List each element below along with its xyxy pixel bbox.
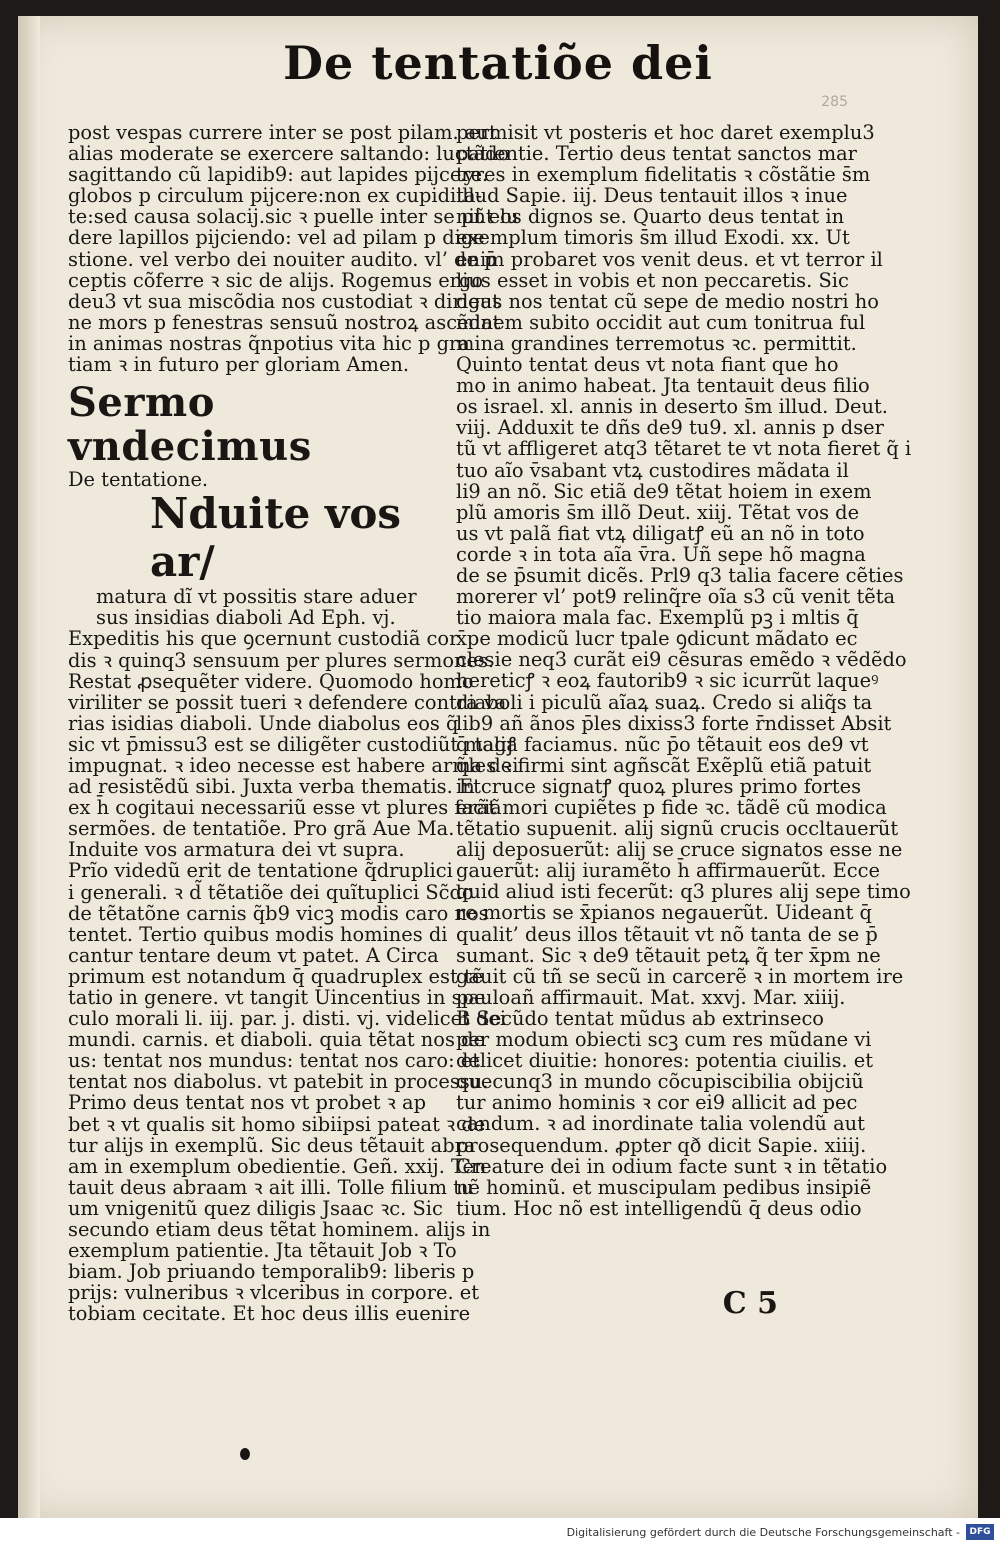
- text-line: ad resistẽdũ sibi. Juxta verba thematis. Et: [68, 775, 481, 799]
- text-line: sermões. de tentatiõe. Pro grã Aue Ma.: [68, 817, 455, 841]
- text-line: de se p̄sumit dicẽs. Prl9 q3 talia facere cẽties: [456, 563, 904, 587]
- text-line: ex h̄ cogitaui necessariũ esse vt plures faciã: [68, 796, 502, 820]
- text-line: tentat nos diabolus. vt patebit in processu.: [68, 1070, 489, 1094]
- text-line: um vnigenitũ quez diligis Jsaac ꝛc. Sic: [68, 1196, 443, 1220]
- running-title: De tentatiõe dei: [283, 36, 713, 90]
- text-line: deu3 vt sua miscõdia nos custodiat ꝛ dirigat: [68, 289, 500, 313]
- text-line: viriliter se possit tueri ꝛ defendere contra va: [68, 690, 507, 714]
- text-line: Primo deus tentat nos vt probet ꝛ ap: [68, 1091, 427, 1115]
- text-line: sic vt p̄missu3 est se diligẽter custodiũt magꝭ: [68, 732, 516, 756]
- text-line: quid aliud isti fecerũt: q3 plures alij sepe timo: [456, 880, 911, 904]
- text-line: us: tentat nos mundus: tentat nos caro: et: [68, 1049, 481, 1073]
- right-text-column: [456, 121, 912, 1220]
- text-line: qualit’ deus illos tẽtauit vt nõ tanta de se p̄: [456, 922, 878, 946]
- text-line: sus insidias diaboli Ad Eph. vj.: [96, 606, 396, 630]
- text-line: B Secũdo tentat mũdus ab extrinseco: [456, 1006, 824, 1030]
- text-line: permisit vt posteris et hoc daret exemplu3: [456, 121, 875, 144]
- text-line: tentet. Tertio quibus modis homines di: [68, 922, 448, 946]
- text-line: alias moderate se exercere saltando: luctãdo: [68, 142, 510, 166]
- text-line: hereticꝭ ꝛ eoꝝ fautorib9 ꝛ sic icurrũt laqueꝰ: [456, 669, 879, 693]
- text-line: sumant. Sic ꝛ de9 tẽtauit petꝝ q̃ ter x̄pm ne: [456, 943, 881, 967]
- left-text-column: [68, 121, 519, 1326]
- sermon-heading: Sermo vndecimus: [68, 379, 312, 471]
- text-line: stione. vel verbo dei nouiter audito. vl’ de p̄: [68, 247, 497, 271]
- text-line: tũ vt affligeret atq3 tẽtaret te vt nota fieret q̃ i: [456, 437, 912, 461]
- text-line: biam. Job priuando temporalib9: liberis p: [68, 1260, 475, 1284]
- text-line: prosequendum. ꝓpter qð dicit Sapie. xiiij.: [456, 1133, 867, 1157]
- text-line: illud Sapie. iij. Deus tentauit illos ꝛ inue: [456, 184, 848, 208]
- dfg-logo: DFG: [966, 1524, 994, 1540]
- folio-number: 285: [821, 94, 848, 110]
- text-line: q̄ talia faciamus. nũc p̄o tẽtauit eos de9 vt: [456, 732, 869, 756]
- text-line: minem subito occidit aut cum tonitrua ful: [456, 310, 866, 334]
- text-line: morerer vl’ pot9 relinq̃re oĩa s3 cũ venit tẽta: [456, 585, 896, 609]
- text-line: i generali. ꝛ d̃ tẽtatiõe dei quĩtuplici Sc̃do: [68, 880, 474, 904]
- text-line: te:sed causa solacij.sic ꝛ puelle inter se pñt lu: [68, 205, 519, 229]
- funding-credit: Digitalisierung gefördert durch die Deutsche Forschungsgemeinschaft -: [566, 1526, 960, 1539]
- text-line: erãt mori cupiẽtes p fide ꝛc. tãdẽ cũ modica: [456, 796, 887, 819]
- text-line: tẽtatio supuenit. alij signũ crucis occltauerũt: [456, 817, 899, 841]
- text-line: impugnat. ꝛ ideo necesse est habere arma dei: [68, 753, 519, 777]
- text-line: matura dĩ vt possitis stare aduer: [96, 585, 417, 609]
- text-line: enim probaret vos venit deus. et vt terror il: [456, 247, 883, 271]
- text-line: pauloañ affirmauit. Mat. xxvj. Mar. xiiij.: [456, 985, 846, 1009]
- text-line: rias isidias diaboli. Unde diabolus eos q̃: [68, 711, 459, 735]
- text-line: ceptis cõferre ꝛ sic de alijs. Rogemus ergo: [68, 268, 484, 292]
- theme-verse: [68, 586, 446, 628]
- text-line: culo morali li. iij. par. j. disti. vj. videlicet dei: [68, 1007, 507, 1031]
- text-line: quecunq3 in mundo cõcupiscibilia obijciũ: [456, 1070, 864, 1094]
- text-line: Quinto tentat deus vt nota fiant que ho: [456, 353, 839, 377]
- text-line: dis ꝛ quinq3 sensuum per plures sermones.: [68, 648, 495, 672]
- text-line: tyres in exemplum fidelitatis ꝛ cõstãtie s̄m: [456, 163, 871, 187]
- left-paragraph-body: [68, 627, 519, 1326]
- text-line: li9 an nõ. Sic etiã de9 tẽtat hoiem in exem: [456, 479, 872, 503]
- text-line: os israel. xl. annis in deserto s̄m illud. Deut.: [456, 395, 888, 419]
- text-line: tatio in genere. vt tangit Uincentius in spe: [68, 986, 486, 1009]
- text-line: secundo etiam deus tẽtat hominem. alijs in: [68, 1218, 491, 1242]
- text-line: mundi. carnis. et diaboli. quia tẽtat nos de: [68, 1028, 485, 1052]
- text-line: primum est notandum q̄ quadruplex est tẽ: [68, 964, 484, 988]
- text-line: tobiam cecitate. Et hoc deus illis euenire: [68, 1302, 471, 1326]
- text-line: patientie. Tertio deus tentat sanctos mar: [456, 142, 857, 166]
- text-line: viij. Adduxit te dñs de9 tu9. xl. annis p dser: [456, 416, 884, 440]
- text-line: tauit deus abraam ꝛ ait illi. Tolle filium tu: [68, 1175, 474, 1199]
- text-line: cantur tentare deum vt patet. A Circa: [68, 943, 439, 967]
- text-line: diaboli i piculũ aĩaꝝ suaꝝ. Credo si aliq̃s ta: [456, 690, 873, 714]
- text-line: bet ꝛ vt qualis sit homo sibiipsi pateat ꝛ de: [68, 1112, 486, 1136]
- text-line: dere lapillos pijciendo: vel ad pilam p dige: [68, 226, 485, 250]
- sermon-subheading: De tentatione.: [68, 468, 209, 492]
- text-line: mo in animo habeat. Jta tentauit deus filio: [456, 374, 870, 398]
- text-line: globos p circulum pijcere:non ex cupidita‑: [68, 184, 483, 208]
- ink-dot: [240, 1448, 250, 1460]
- text-line: tio maiora mala fac. Exemplũ pꝫ i mltis q̄: [456, 606, 859, 630]
- text-line: de tẽtatõne carnis q̃b9 vicꝫ modis caro nos: [68, 901, 489, 925]
- text-line: tiam ꝛ in futuro per gloriam Amen.: [68, 353, 410, 377]
- text-line: Prĩo videdũ erit de tentatione q̃druplici: [68, 859, 453, 883]
- text-line: x̄pe modicũ lucr tpale ꝯdicunt mãdato ec: [456, 627, 858, 651]
- text-line: re mortis se x̄pianos negauerũt. Uideant q̄: [456, 901, 872, 925]
- text-line: candum. ꝛ ad inordinate talia volendũ aut: [456, 1112, 865, 1136]
- drop-initial-line: Nduite vos ar/: [150, 489, 402, 587]
- text-line: ne mors p fenestras sensuũ nostroꝝ ascẽdat: [68, 310, 501, 334]
- text-line: in animas nostras q̃npotius vita hic p gra: [68, 331, 470, 355]
- book-page: [18, 16, 978, 1518]
- signature-mark: C 5: [722, 1286, 778, 1321]
- text-line: clesie neq3 curãt ei9 cẽsuras emẽdo ꝛ vẽdẽdo: [456, 648, 907, 672]
- text-line: lib9 añ ãnos p̄les dixiss3 forte r̄ndisset Absit: [456, 711, 892, 735]
- text-line: Creature dei in odium facte sunt ꝛ in tẽtatio: [456, 1154, 888, 1178]
- text-line: per modum obiecti scꝫ cum res mũdane vi: [456, 1028, 872, 1052]
- text-line: gauit cũ tñ se secũ in carcerẽ ꝛ in mortem ire: [456, 964, 904, 988]
- text-line: tur animo hominis ꝛ cor ei9 allicit ad pec: [456, 1091, 858, 1115]
- text-line: prijs: vulneribus ꝛ vlceribus in corpore. et: [68, 1281, 480, 1305]
- left-paragraph-top: [68, 121, 519, 377]
- text-line: tium. Hoc nõ est intelligendũ q̄ deus odio: [456, 1196, 862, 1220]
- text-line: in cruce signatꝭ quoꝝ plures primo fortes: [456, 774, 862, 798]
- text-line: post vespas currere inter se post pilam. aut: [68, 121, 497, 144]
- text-line: alij deposuerũt: alij se cruce signatos esse ne: [456, 838, 903, 862]
- text-line: exemplum timoris s̄m illud Exodi. xx. Ut: [456, 226, 850, 250]
- text-line: us vt palã fiat vtꝝ diligatꝭ eũ an nõ in toto: [456, 521, 865, 545]
- text-line: tur alijs in exemplũ. Sic deus tẽtauit abra: [68, 1133, 476, 1157]
- text-line: lius esset in vobis et non peccaretis. Sic: [456, 268, 849, 292]
- text-line: Expeditis his que ꝯcernunt custodiã cor: [68, 627, 459, 651]
- footer-bar: [0, 1518, 1000, 1549]
- text-line: tuo aĩo v̄sabant vtꝝ custodires mãdata il: [456, 458, 849, 482]
- text-line: Restat ꝓsequẽter videre. Quomodo homo: [68, 669, 474, 693]
- text-line: am in exemplum obedientie. Geñ. xxij. Ten: [68, 1154, 487, 1178]
- text-line: q̃les ꝛ firmi sint agñscãt Exẽplũ etiã patuit: [456, 753, 872, 777]
- text-line: sagittando cũ lapidib9: aut lapides pijcere.: [68, 163, 489, 187]
- text-line: exemplum patientie. Jta tẽtauit Job ꝛ To: [68, 1239, 457, 1263]
- text-line: mina grandines terremotus ꝛc. permittit.: [456, 331, 857, 355]
- text-line: corde ꝛ in tota aĩa v̄ra. Uñ sepe hõ magna: [456, 542, 866, 566]
- text-line: gauerũt: alij iuramẽto h̄ affirmauerũt. Ecce: [456, 859, 880, 883]
- text-line: deus nos tentat cũ sepe de medio nostri ho: [456, 289, 879, 313]
- text-line: nẽ hominũ. et muscipulam pedibus insipiẽ: [456, 1175, 872, 1199]
- text-line: delicet diuitie: honores: potentia ciuilis. et: [456, 1049, 874, 1073]
- text-line: plũ amoris s̄m illõ Deut. xiij. Tẽtat vos de: [456, 500, 860, 524]
- text-line: nit eos dignos se. Quarto deus tentat in: [456, 205, 845, 229]
- text-line: Induite vos armatura dei vt supra.: [68, 838, 405, 862]
- page-gutter-shadow: [18, 16, 40, 1518]
